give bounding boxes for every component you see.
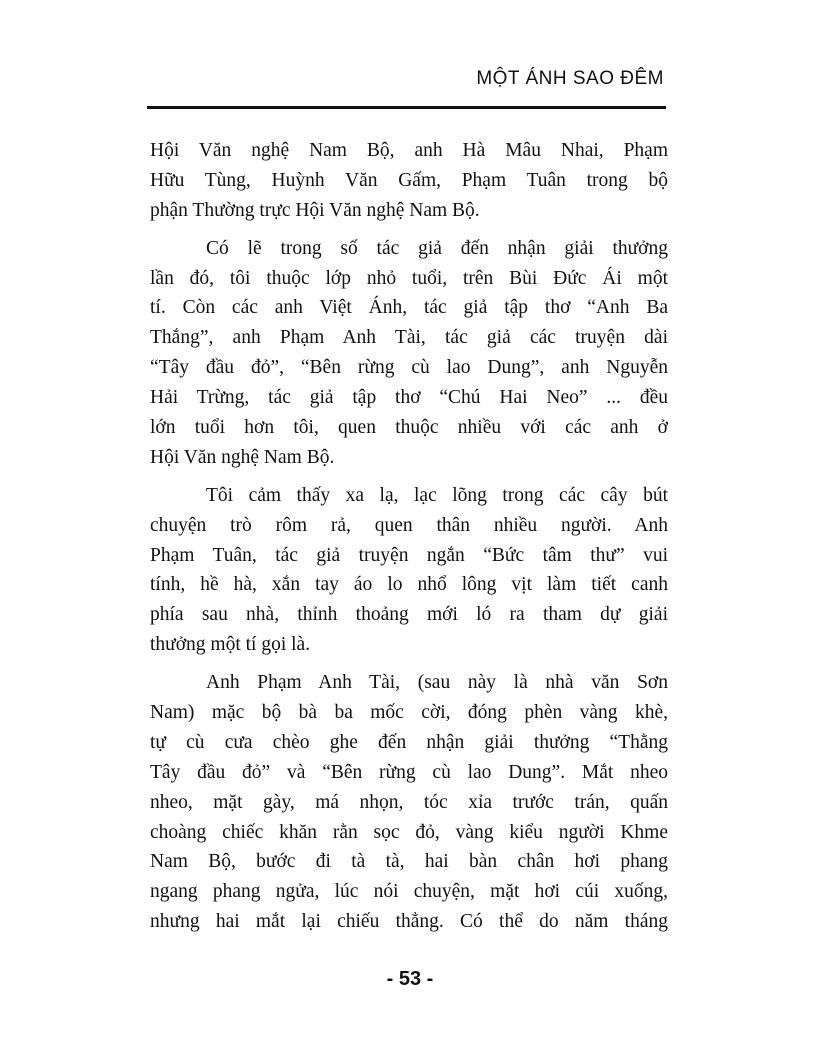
paragraph <box>150 234 668 473</box>
text-line: phía sau nhà, thỉnh thoảng mới ló ra tham dự giải <box>150 604 668 626</box>
text-line: Nam Bộ, bước đi tà tà, hai bàn chân hơi phang <box>150 851 668 873</box>
paragraph <box>150 668 668 937</box>
text-line: nheo, mặt gày, má nhọn, tóc xỉa trước trán, quấn <box>150 791 668 813</box>
text-line: “Tây đầu đỏ”, “Bên rừng cù lao Dung”, anh Nguyễn <box>150 357 668 379</box>
text-line: ngang phang ngửa, lúc nói chuyện, mặt hơi cúi xuống, <box>150 881 668 903</box>
text-line: Hải Trừng, tác giả tập thơ “Chú Hai Neo” ... đều <box>150 387 668 409</box>
text-line: Nam) mặc bộ bà ba mốc cời, đóng phèn vàng khè, <box>150 702 668 724</box>
text-line: Tôi cảm thấy xa lạ, lạc lõng trong các cây bút <box>206 484 668 506</box>
text-line: nhưng hai mắt lại chiếu thẳng. Có thể do năm tháng <box>150 911 668 933</box>
text-line: Hội Văn nghệ Nam Bộ. <box>150 446 335 468</box>
body-text <box>150 136 668 937</box>
text-line: lần đó, tôi thuộc lớp nhỏ tuổi, trên Bùi Đức Ái một <box>150 267 668 289</box>
running-header-title: MỘT ÁNH SAO ĐÊM <box>476 68 664 89</box>
text-line: tính, hề hà, xắn tay áo lo nhổ lông vịt làm tiết canh <box>150 574 668 596</box>
text-line: choàng chiếc khăn rằn sọc đỏ, vàng kiểu người Khme <box>150 821 668 843</box>
text-line: tí. Còn các anh Việt Ánh, tác giả tập thơ “Anh Ba <box>150 297 668 319</box>
paragraph <box>150 481 668 660</box>
text-line: Tây đầu đỏ” và “Bên rừng cù lao Dung”. Mắt nheo <box>150 761 668 783</box>
paragraph <box>150 136 668 226</box>
text-line: phận Thường trực Hội Văn nghệ Nam Bộ. <box>150 199 480 221</box>
text-line: chuyện trò rôm rả, quen thân nhiều người. Anh <box>150 514 668 536</box>
page-number-text: - 53 - <box>386 968 434 990</box>
text-line: Phạm Tuân, tác giả truyện ngắn “Bức tâm thư” vui <box>150 544 668 566</box>
text-line: Thắng”, anh Phạm Anh Tài, tác giả các truyện dài <box>150 327 668 349</box>
text-line: tự cù cưa chèo ghe đến nhận giải thưởng “Thằng <box>150 731 668 753</box>
text-line: Hội Văn nghệ Nam Bộ, anh Hà Mâu Nhai, Phạm <box>150 140 668 161</box>
text-line: Hữu Tùng, Huỳnh Văn Gấm, Phạm Tuân trong bộ <box>150 169 668 191</box>
text-line: Có lẽ trong số tác giả đến nhận giải thưởng <box>206 237 668 259</box>
text-line: thưởng một tí gọi là. <box>150 634 311 656</box>
header-rule <box>147 106 666 109</box>
page-number <box>0 968 816 991</box>
text-line: lớn tuổi hơn tôi, quen thuộc nhiều với các anh ở <box>150 417 668 439</box>
text-line: Anh Phạm Anh Tài, (sau này là nhà văn Sơn <box>206 672 668 694</box>
